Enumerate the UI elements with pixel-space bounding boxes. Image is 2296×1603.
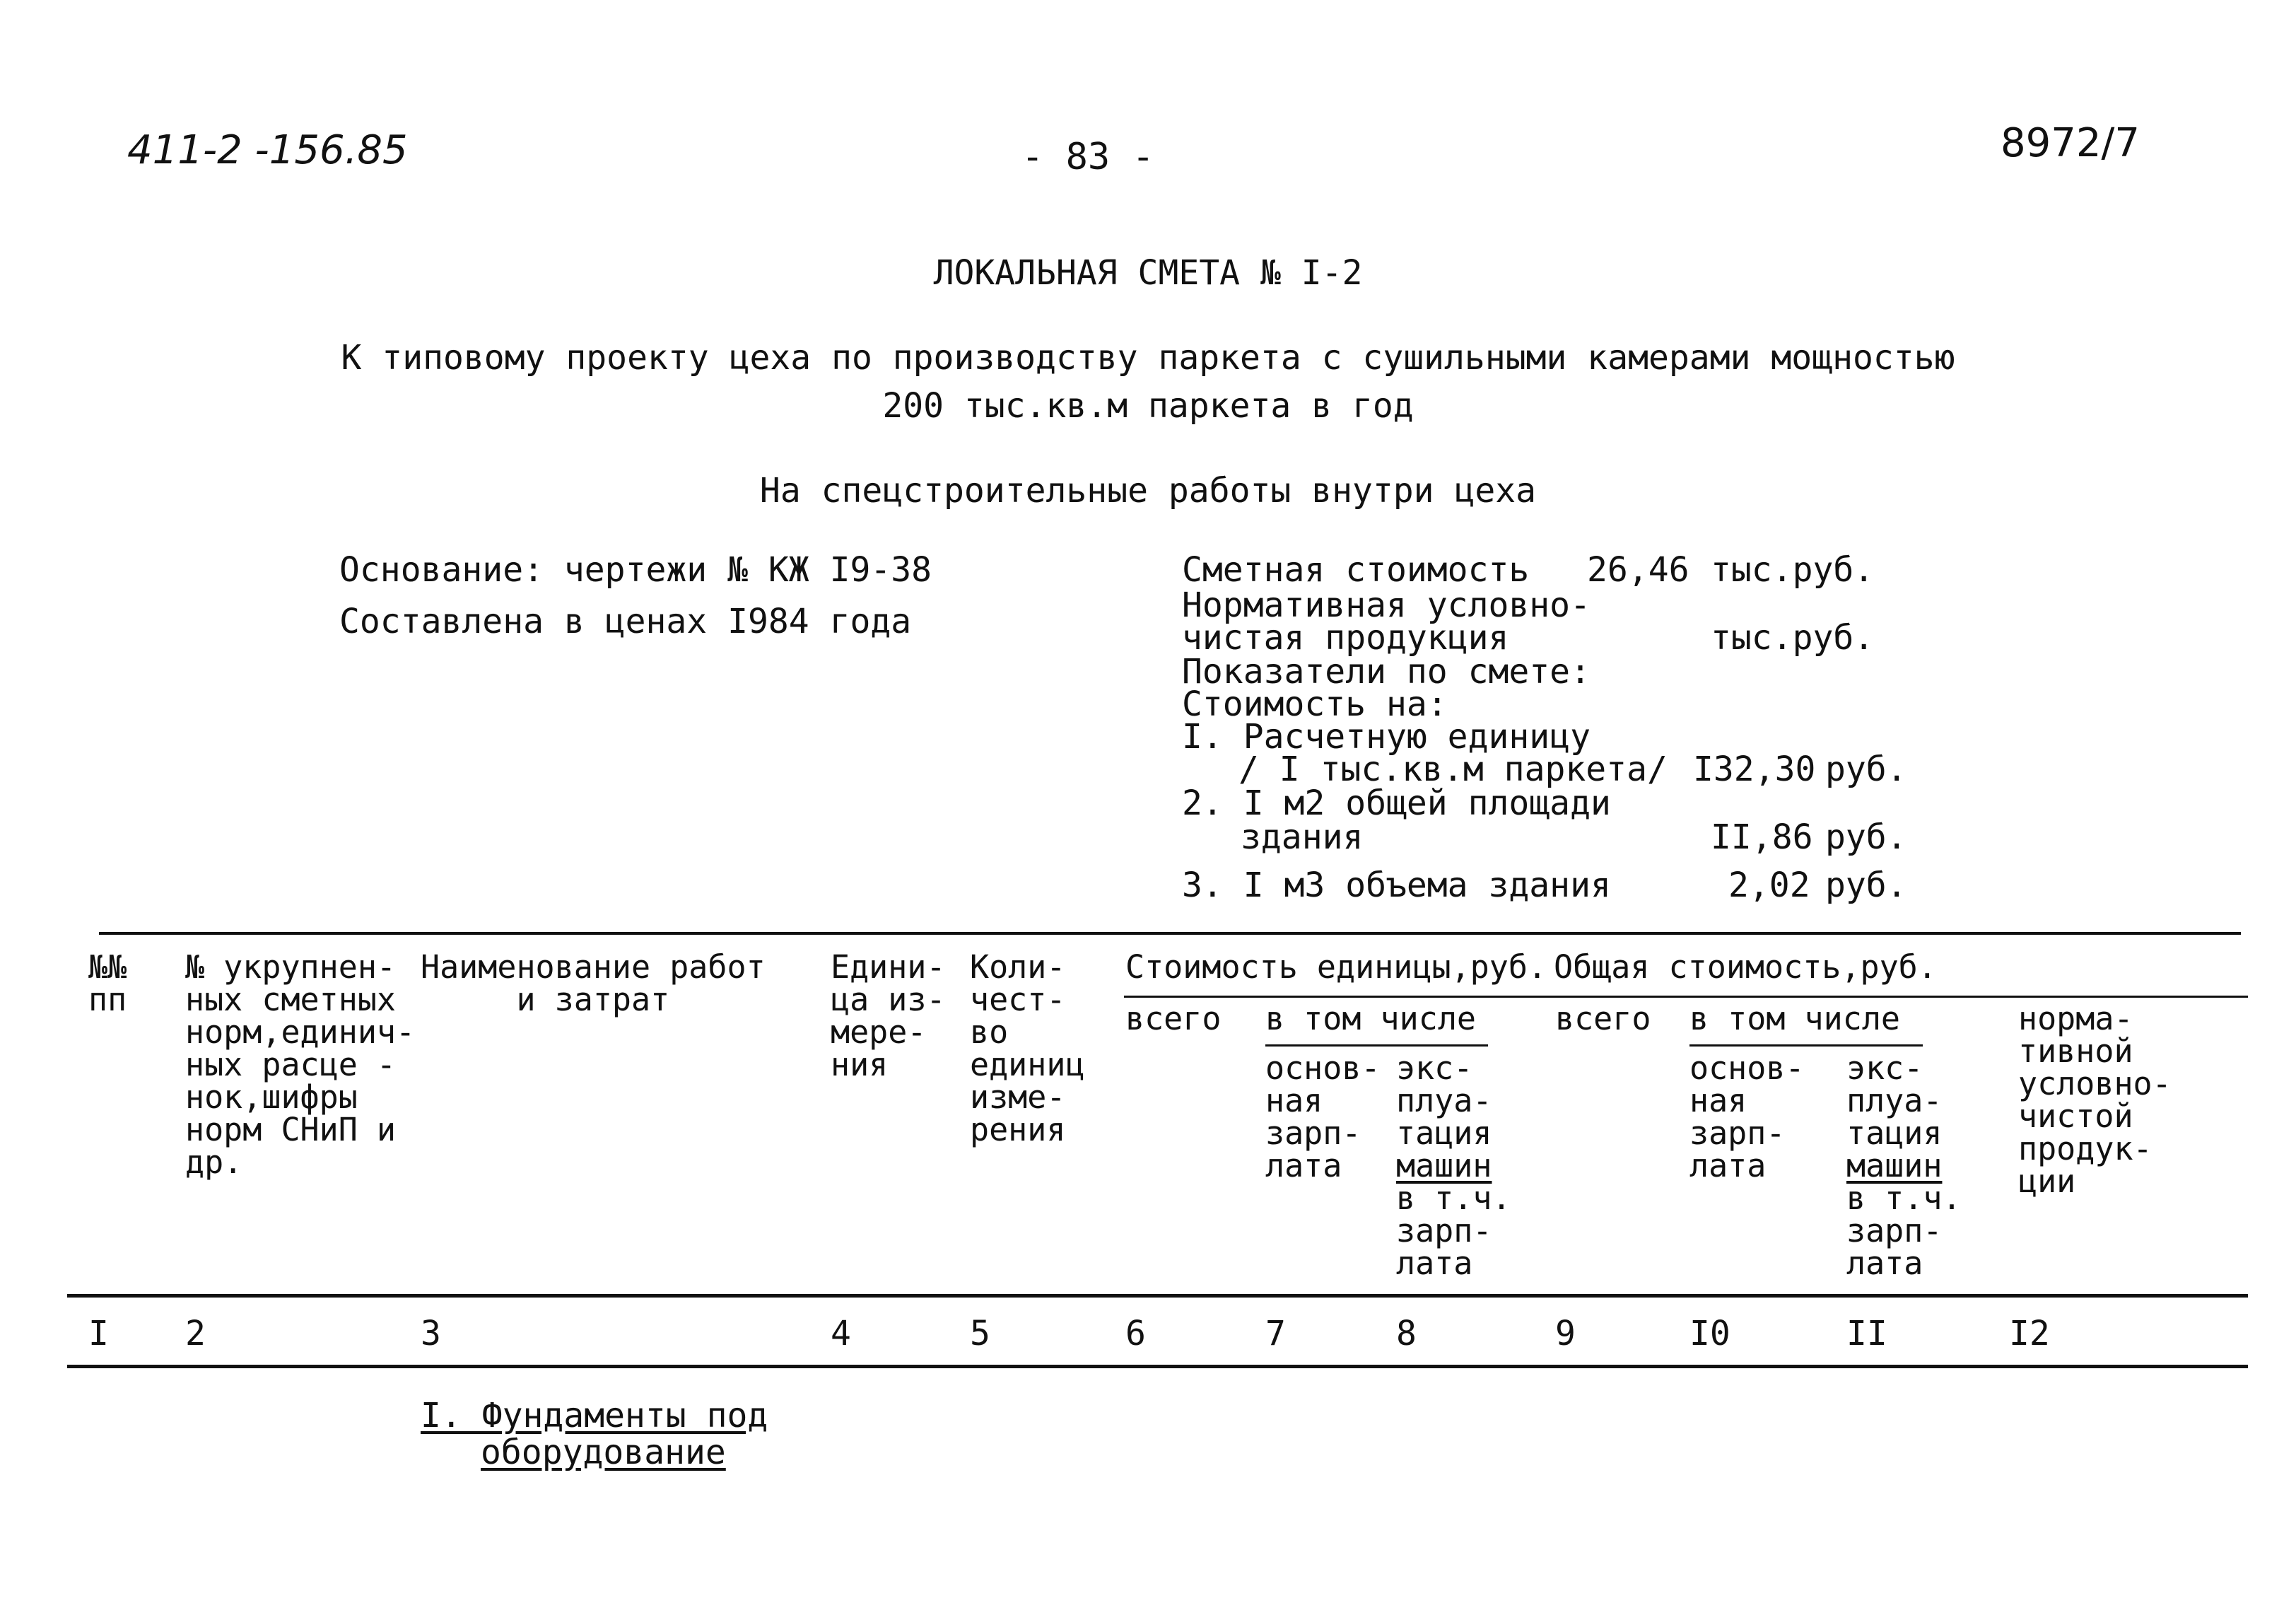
col-number: I0	[1689, 1314, 1730, 1353]
cost-unit: тыс.руб.	[1711, 550, 1875, 590]
item1-value: I32,30	[1693, 750, 1816, 789]
total-cost-group-header: Общая стоимость,руб.	[1554, 948, 1937, 986]
group-rule	[1124, 996, 2248, 998]
col-9-header: всего	[1555, 1000, 1651, 1037]
incl-rule-2	[1689, 1044, 1923, 1047]
col-number: II	[1846, 1314, 1887, 1353]
document-title: ЛОКАЛЬНАЯ СМЕТА № I-2	[933, 253, 1363, 293]
numbers-bottom-rule	[67, 1365, 2248, 1368]
item2-value: II,86	[1711, 817, 1813, 857]
item3-label: 3. I м3 объема здания	[1182, 865, 1611, 905]
indicators-label: Показатели по смете:	[1182, 652, 1591, 692]
col-number: 4	[831, 1314, 851, 1353]
col-number: 8	[1396, 1314, 1417, 1353]
item2-label-1: 2. I м2 общей площади	[1182, 783, 1611, 823]
item2-label-2: здания	[1241, 817, 1364, 857]
col-number: 2	[185, 1314, 206, 1353]
col-number: 6	[1125, 1314, 1146, 1353]
col-number: I	[88, 1314, 109, 1353]
col-6-header: всего	[1125, 1000, 1222, 1037]
col-number: I2	[2009, 1314, 2050, 1353]
cost-label: Сметная стоимость	[1182, 550, 1530, 590]
col-2-header: № укрупнен- ных сметных норм,единич- ных расце - нок,шифры норм СНиП и др.	[185, 948, 416, 1181]
cost-value: 26,46	[1587, 550, 1689, 590]
col-7-header: основ- ная зарп- лата	[1265, 1049, 1381, 1184]
col-number: 3	[421, 1314, 441, 1353]
col-number: 9	[1555, 1314, 1576, 1353]
col-12-header: норма- тивной условно- чистой продук- ции	[2018, 1000, 2172, 1200]
col-11-header-d: зарп- лата	[1846, 1212, 1943, 1282]
prices-year-line: Составлена в ценах I984 года	[339, 602, 912, 641]
col-4-header: Едини- ца из- мере- ния	[831, 948, 946, 1083]
section-heading-line-1: I. Фундаменты под	[421, 1396, 768, 1435]
cost-per-label: Стоимость на:	[1182, 684, 1448, 724]
subtitle-line-2: 200 тыс.кв.м паркета в год	[882, 386, 1414, 426]
col-8-header-c: в т.ч.	[1396, 1179, 1511, 1217]
item1-label-1: I. Расчетную единицу	[1182, 717, 1591, 757]
incl-rule-1	[1265, 1044, 1488, 1047]
item2-unit: руб.	[1825, 817, 1907, 857]
col-number: 5	[970, 1314, 990, 1353]
col-11-header-a: экс- плуа- тация	[1846, 1049, 1943, 1152]
col-1-header: №№ пп	[88, 948, 127, 1018]
page-number: - 83 -	[1021, 136, 1154, 178]
col-8-header-a: экс- плуа- тация	[1396, 1049, 1492, 1152]
col-11-header-b: машин	[1846, 1147, 1943, 1184]
col-11-header-c: в т.ч.	[1846, 1179, 1962, 1217]
basis-line: Основание: чертежи № КЖ I9-38	[339, 550, 932, 590]
col-8-header-b: машин	[1396, 1147, 1492, 1184]
col-7-8-group-header: в том числе	[1265, 1000, 1477, 1037]
table-top-rule	[99, 932, 2241, 935]
subtitle-line-1: К типовому проекту цеха по производству паркета с сушильными камерами мощностью	[341, 338, 1955, 378]
item3-value: 2,02	[1728, 865, 1810, 905]
col-10-11-group-header: в том числе	[1689, 1000, 1901, 1037]
document-code: 411-2 -156.85	[127, 127, 408, 173]
norm-label-2: чистая продукция	[1182, 618, 1509, 658]
item1-unit: руб.	[1825, 750, 1907, 789]
norm-label-1: Нормативная условно-	[1182, 585, 1591, 625]
col-8-header-d: зарп- лата	[1396, 1212, 1492, 1282]
col-10-header: основ- ная зарп- лата	[1689, 1049, 1805, 1184]
item1-label-2: / I тыс.кв.м паркета/	[1238, 750, 1668, 789]
col-number: 7	[1265, 1314, 1286, 1353]
col-5-header: Коли- чест- во единиц изме- рения	[970, 948, 1085, 1148]
header-bottom-rule	[67, 1294, 2248, 1298]
section-heading-line-2: оборудование	[481, 1433, 726, 1472]
work-type: На спецстроительные работы внутри цеха	[759, 471, 1537, 511]
norm-unit: тыс.руб.	[1711, 618, 1875, 658]
sheet-number: 8972/7	[2001, 120, 2140, 166]
col-3-header: Наименование работ и затрат	[421, 948, 766, 1018]
item3-unit: руб.	[1825, 865, 1907, 905]
unit-cost-group-header: Стоимость единицы,руб.	[1125, 948, 1547, 986]
